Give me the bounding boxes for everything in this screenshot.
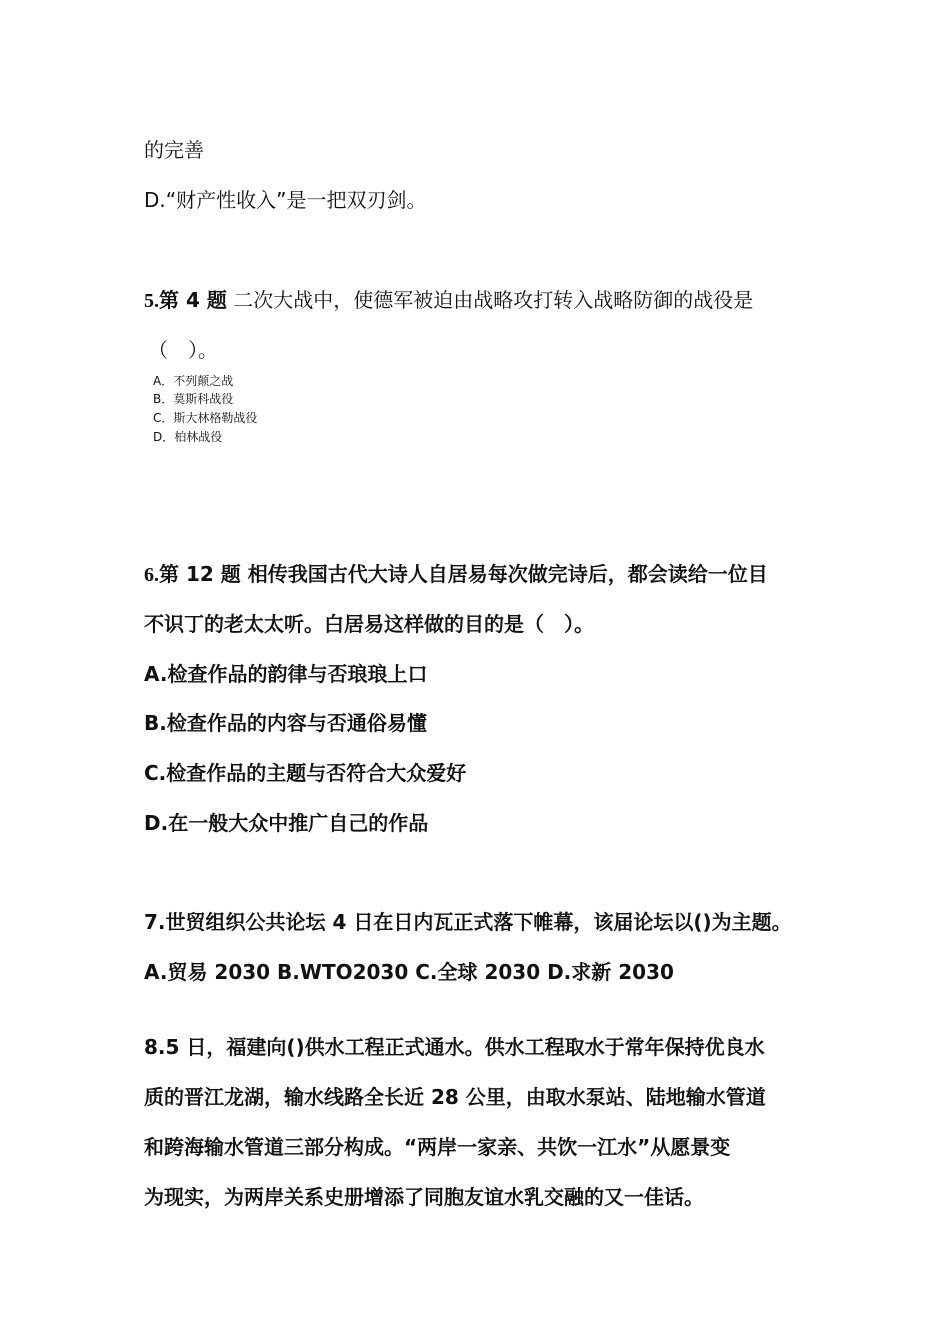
- q4-option-d: D.“财产性收入”是一把双刃剑。: [144, 188, 427, 212]
- q8-line-1: 8.5 日，福建向()供水工程正式通水。供水工程取水于常年保持优良水: [144, 1035, 765, 1059]
- q5-stem-line1: [144, 286, 753, 315]
- q6-tag: 第 12 题: [159, 562, 241, 586]
- q6-option-d: D.在一般大众中推广自己的作品: [144, 811, 429, 835]
- q5-number: 5.: [144, 290, 159, 312]
- q5-tag: 第 4 题: [159, 288, 227, 312]
- q6-number: 6.: [144, 564, 159, 586]
- q6-option-c: C.检查作品的主题与否符合大众爱好: [144, 761, 467, 785]
- q5-option-b: B．莫斯科战役: [153, 392, 234, 406]
- q7-stem: 7.世贸组织公共论坛 4 日在日内瓦正式落下帷幕，该届论坛以()为主题。: [144, 910, 792, 934]
- q5-option-d: D．柏林战役: [153, 430, 223, 444]
- q5-option-a: A．不列颠之战: [153, 374, 234, 388]
- q5-option-c: C．斯大林格勒战役: [153, 411, 258, 425]
- q6-stem-line2: 不识丁的老太太听。白居易这样做的目的是（ ）。: [144, 612, 594, 636]
- q6-option-a: A.检查作品的韵律与否琅琅上口: [144, 662, 428, 686]
- q8-line-2: 质的晋江龙湖，输水线路全长近 28 公里，由取水泵站、陆地输水管道: [144, 1085, 766, 1109]
- q8-line-3: 和跨海输水管道三部分构成。“两岸一家亲、共饮一江水”从愿景变: [144, 1135, 731, 1159]
- q6-stem-text: 相传我国古代大诗人自居易每次做完诗后，都会读给一位目: [247, 562, 768, 586]
- q8-line-4: 为现实，为两岸关系史册增添了同胞友谊水乳交融的又一佳话。: [144, 1185, 704, 1209]
- q6-option-b: B.检查作品的内容与否通俗易懂: [144, 711, 427, 735]
- q6-stem-line1: [144, 560, 768, 589]
- q4-continuation: 的完善: [144, 138, 204, 162]
- q7-options: A.贸易 2030 B.WTO2030 C.全球 2030 D.求新 2030: [144, 960, 674, 984]
- q5-stem-text: 二次大战中，使德军被迫由战略攻打转入战略防御的战役是: [233, 288, 754, 312]
- q5-stem-line2: （ ）。: [148, 338, 218, 362]
